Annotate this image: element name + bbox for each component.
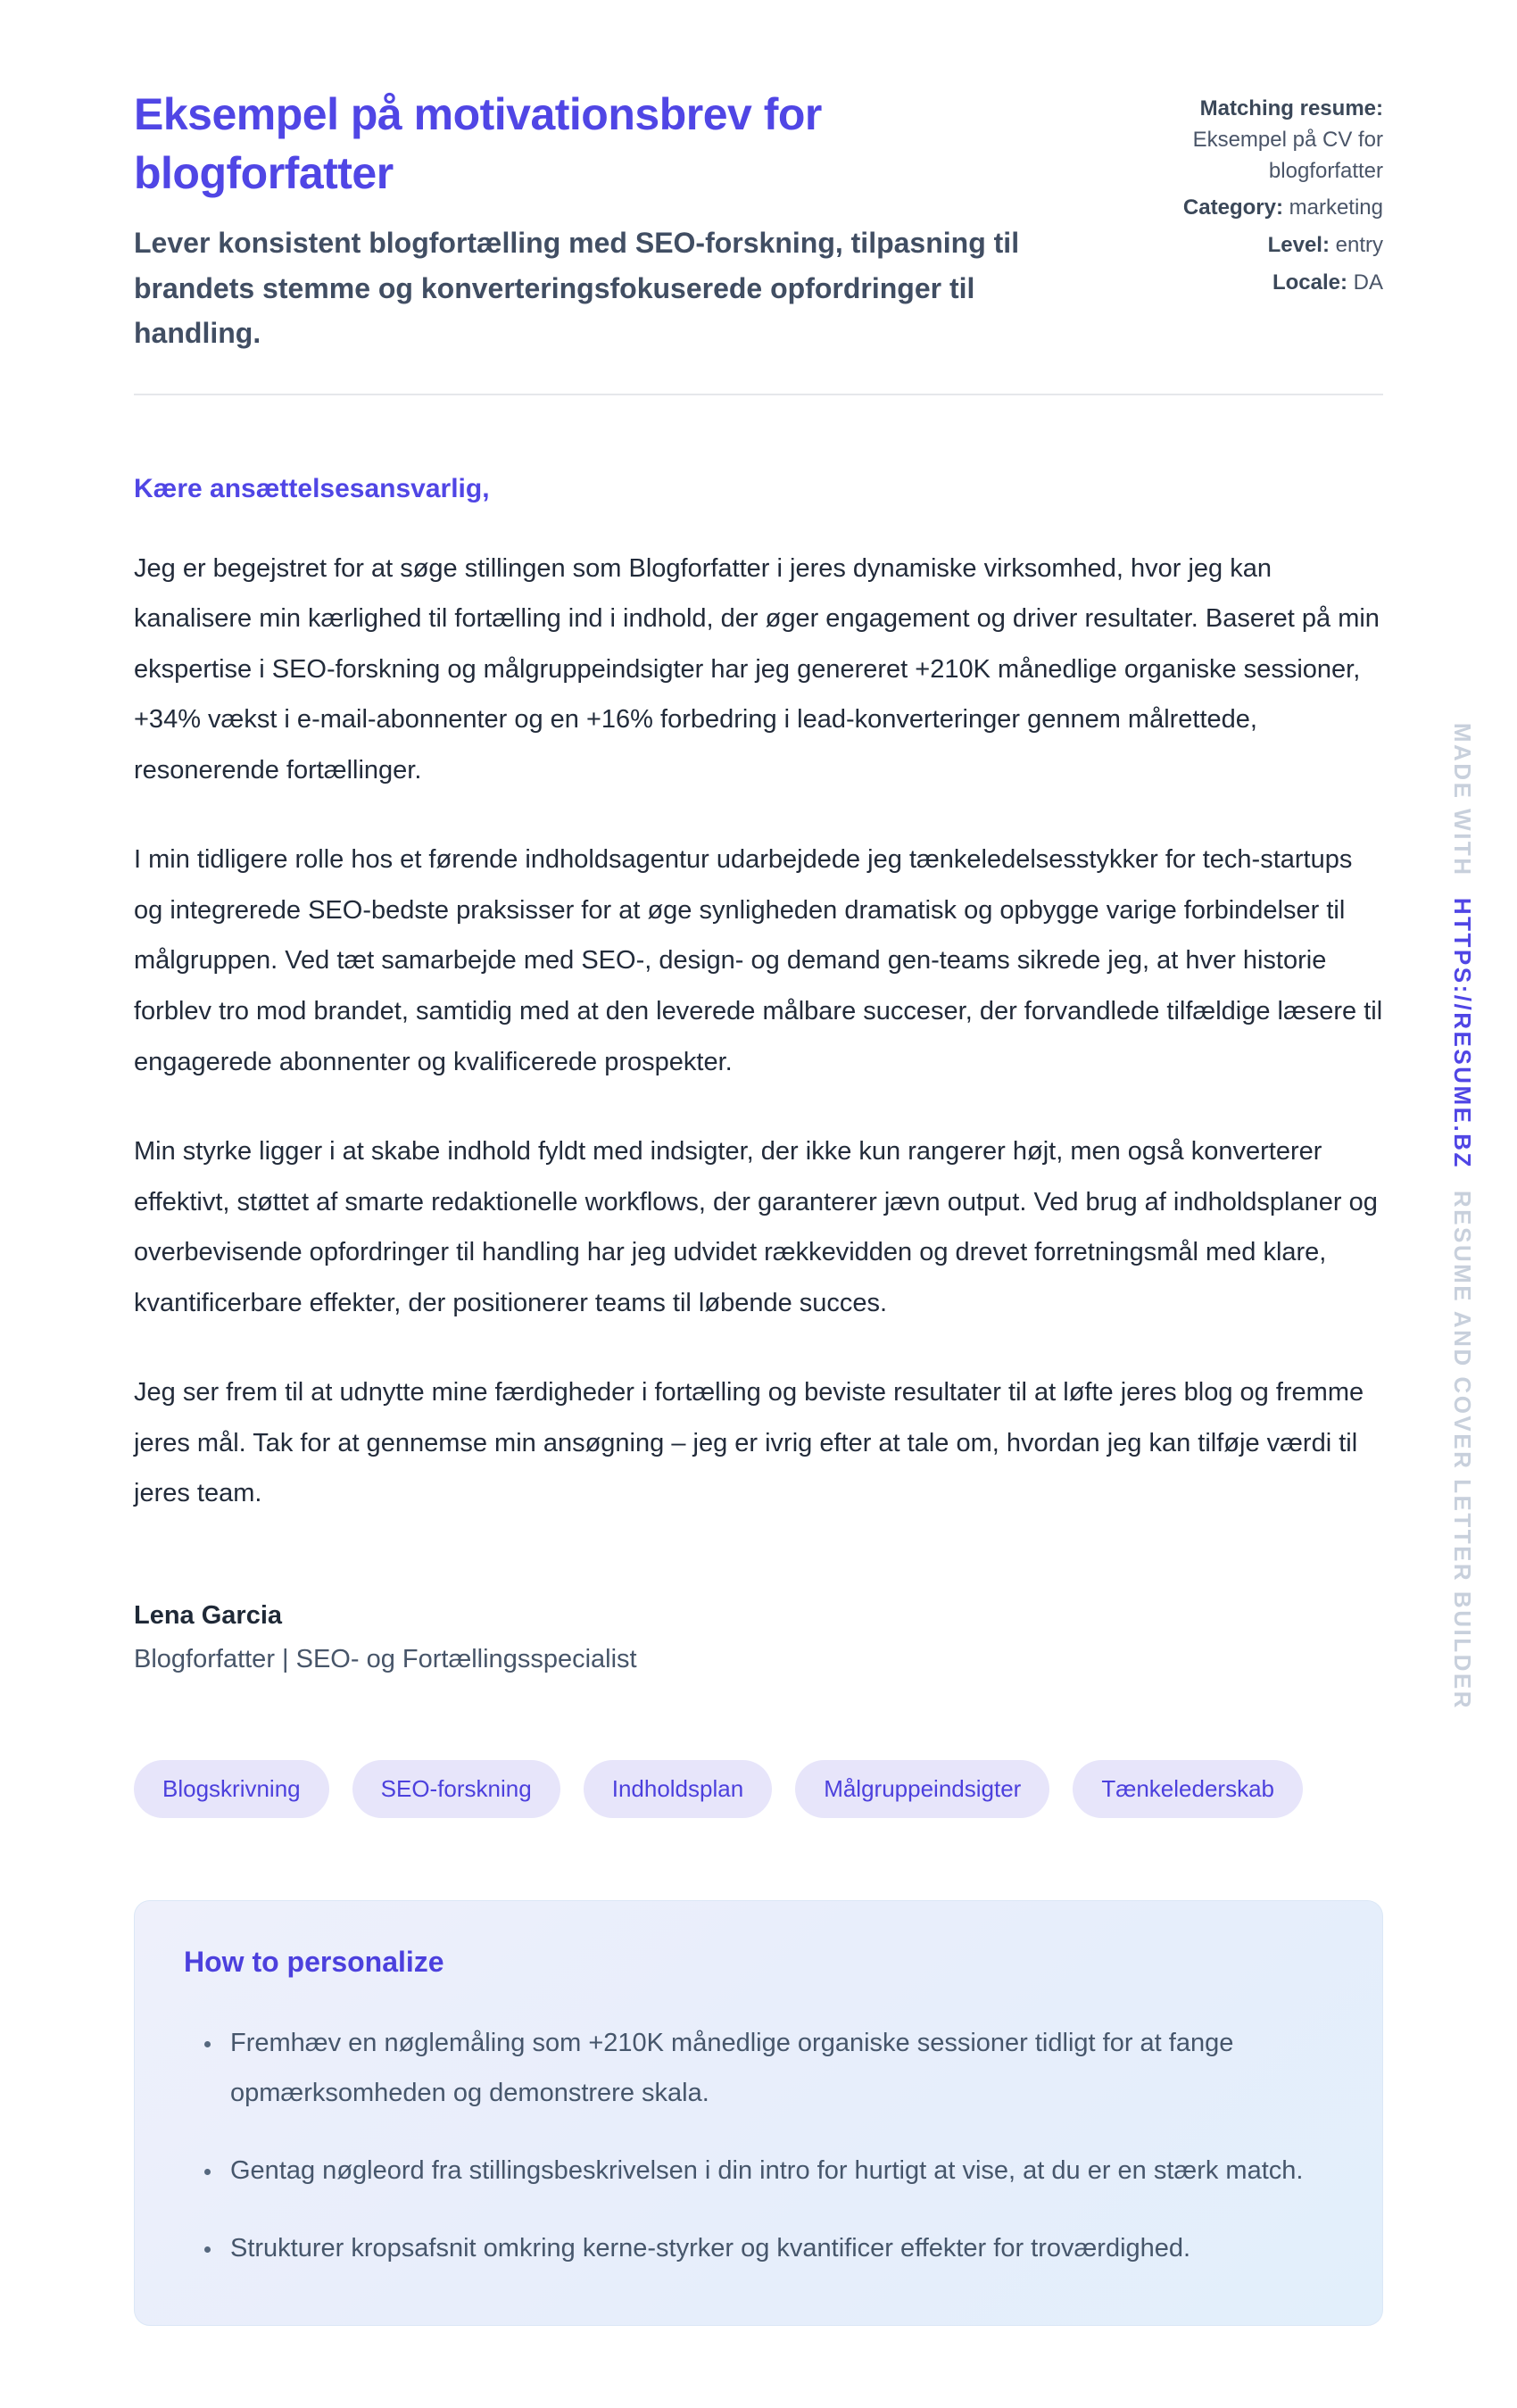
signature-name: Lena Garcia [134, 1600, 283, 1630]
skill-tag: Målgruppeindsigter [795, 1760, 1049, 1818]
skill-tag: Indholdsplan [584, 1760, 772, 1818]
meta-matching-resume-label: Matching resume: [1199, 96, 1383, 120]
meta-level-label: Level: [1267, 233, 1330, 258]
side-banner-suffix: RESUME AND COVER LETTER BUILDER [1449, 1191, 1476, 1711]
meta-level-value: entry [1335, 233, 1383, 258]
side-banner-prefix: MADE WITH [1449, 722, 1476, 877]
personalize-list [184, 2018, 1333, 2273]
meta-matching-resume [1111, 94, 1383, 187]
meta-category [1111, 193, 1383, 224]
letter-paragraph: Jeg er begejstret for at søge stillingen som Blogforfatter i jeres dynamiske virksomhed, hvor jeg kan kanalisere min kærlighed til fortælling ind i indhold, der øger engagement og driver resultater. Baseret på min ekspertise i SEO-forskning og målgruppeindsigter har jeg genereret +210K månedlige organiske sessioner, +34% vækst i e-mail-abonnenter og en +16% forbedring i lead-konverteringer gennem målrettede, resonerende fortællinger. [134, 553, 1380, 785]
letter-greeting: Kære ansættelsesansvarlig, [134, 473, 490, 503]
page-subtitle: Lever konsistent blogfortælling med SEO-forskning, tilpasning til brandets stemme og konverteringsfokuserede opfordringer til handling. [134, 227, 1020, 350]
meta-level [1111, 230, 1383, 262]
side-banner [1448, 723, 1476, 1710]
skill-tag: SEO-forskning [352, 1760, 560, 1818]
meta-locale-label: Locale: [1272, 270, 1347, 295]
side-banner-link[interactable]: HTTPS://RESUME.BZ [1449, 898, 1476, 1170]
personalize-bullet: • Strukturer kropsafsnit omkring kerne-styrker og kvantificer effekter for troværdighed. [223, 2223, 1333, 2274]
personalize-title: How to personalize [184, 1945, 444, 1978]
signature-role: Blogforfatter | SEO- og Fortællingsspecialist [134, 1644, 637, 1673]
personalize-box [134, 1900, 1383, 2326]
letter-paragraph: Jeg ser frem til at udnytte mine færdigheder i fortælling og beviste resultater til at løfte jeres blog og fremme jeres mål. Tak for at gennemse min ansøgning – jeg er ivrig efter at tale om, hvordan jeg kan tilføje værdi til jeres team. [134, 1378, 1364, 1508]
skill-tags [134, 1760, 1383, 1818]
matching-resume-link[interactable]: Eksempel på CV for blogforfatter [1192, 127, 1383, 183]
personalize-bullet: • Fremhæv en nøglemåling som +210K månedlige organiske sessioner tidligt for at fange opmærksomheden og demonstrere skala. [223, 2018, 1333, 2119]
letter-paragraph: Min styrke ligger i at skabe indhold fyldt med indsigter, der ikke kun rangerer højt, men også konverterer effektivt, støttet af smarte redaktionelle workflows, der garanterer jævn output. Ved brug af indholdsplaner og overbevisende opfordringer til handling har jeg udvidet rækkevidden og drevet forretningsmål med klare, kvantificerbare effekter, der positionerer teams til løbende succes. [134, 1137, 1378, 1317]
meta-locale [1111, 268, 1383, 299]
skill-tag: Tænkelederskab [1073, 1760, 1303, 1818]
skill-tag: Blogskrivning [134, 1760, 329, 1818]
meta-locale-value: DA [1353, 270, 1383, 295]
page-header [134, 85, 1383, 356]
page-title: Eksempel på motivationsbrev for blogforfatter [134, 89, 822, 198]
header-title-block [134, 85, 1035, 356]
meta-category-value: marketing [1289, 195, 1383, 220]
meta-category-label: Category: [1182, 195, 1283, 220]
letter-body [134, 544, 1383, 1519]
header-meta-block [1111, 85, 1383, 305]
letter-paragraph: I min tidligere rolle hos et førende indholdsagentur udarbejdede jeg tænkeledelsesstykker for tech-startups og integrerede SEO-bedste praksisser for at øge synligheden dramatisk og opbygge varige forbindelser til målgruppen. Ved tæt samarbejde med SEO-, design- og demand gen-teams sikrede jeg, at hver historie forblev tro mod brandet, samtidig med at den leverede målbare succeser, der forvandlede tilfældige læsere til engagerede abonnenter og kvalificerede prospekter. [134, 845, 1383, 1076]
personalize-bullet: • Gentag nøgleord fra stillingsbeskrivelsen i din intro for hurtigt at vise, at du er en stærk match. [223, 2146, 1333, 2196]
header-divider [134, 394, 1383, 395]
